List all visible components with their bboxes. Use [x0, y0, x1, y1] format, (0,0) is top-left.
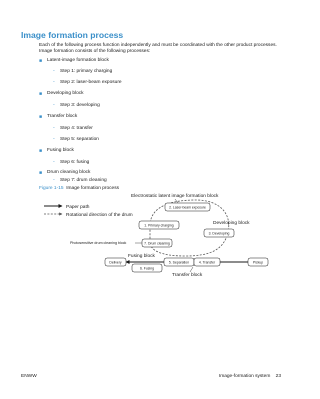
step3-label: 3. Developing [208, 231, 230, 236]
sub-list-item: ◦ Step 6: fusing [53, 159, 90, 165]
sub-list-item: ◦ Step 4: transfer [53, 125, 93, 131]
bullet-icon: ■ [39, 148, 43, 154]
footer-right: Image-formation system 23 [218, 374, 281, 379]
sub-list-item: ◦ Step 5: separation [53, 136, 99, 142]
electrostatic-block-label: Electrostatic latent image formation block [131, 194, 219, 199]
bullet-icon: ■ [39, 58, 43, 64]
dash-icon: ◦ [53, 177, 55, 183]
drum-cleaning-block-label: Photosensitive drum cleaning block [70, 241, 127, 245]
list-item: ■ Latent-image formation block [39, 58, 109, 64]
step6-label: 6. Fusing [140, 266, 154, 271]
sub-list-item: ◦ Step 3: developing [53, 102, 100, 108]
transfer-block-label: Transfer block [172, 273, 203, 278]
bullet-icon: ■ [39, 91, 43, 97]
bullet-icon: ■ [39, 170, 43, 176]
sub-list-item: ◦ Step 7: drum cleaning [53, 177, 107, 183]
dash-icon: ◦ [53, 159, 55, 165]
dash-icon: ◦ [53, 102, 55, 108]
step7-label: 7. Drum cleaning [144, 241, 170, 246]
developing-block-label: Developing block [213, 221, 250, 226]
legend-rotation-label: Rotational direction of the drum [66, 213, 133, 218]
list-item: ■ Fusing block [39, 148, 74, 154]
step2-label: 2. Laser-beam exposure [169, 205, 206, 210]
sub-list-item: ◦ Step 1: primary charging [53, 68, 113, 74]
figure-caption: Figure 1-15 Image formation process [39, 186, 119, 191]
step4-label: 4. Transfer [198, 260, 216, 265]
dash-icon: ◦ [53, 68, 55, 74]
dash-icon: ◦ [53, 125, 55, 131]
intro-paragraph: Each of the following process function independently and must be coordinated with the other product processes. Image formation consists of the following processes: [39, 43, 277, 55]
legend-paper-path-label: Paper path [66, 205, 90, 210]
dash-icon: ◦ [53, 79, 55, 85]
list-item: ■ Drum cleaning block [39, 170, 91, 176]
list-item: ■ Transfer block [39, 114, 78, 120]
fusing-block-label: Fusing block [128, 254, 155, 259]
delivery-label: Delivery [109, 260, 122, 265]
page-title: Image formation process [21, 30, 124, 40]
pickup-label: Pickup [252, 260, 264, 265]
step5-label: 5. Separation [168, 260, 190, 265]
list-item: ■ Developing block [39, 91, 84, 97]
bullet-icon: ■ [39, 114, 43, 120]
footer-left: ENWW [21, 374, 37, 379]
page-number: 23 [275, 374, 281, 379]
step1-label: 1. Primary charging [144, 223, 174, 228]
dash-icon: ◦ [53, 136, 55, 142]
sub-list-item: ◦ Step 2: laser-beam exposure [53, 79, 122, 85]
